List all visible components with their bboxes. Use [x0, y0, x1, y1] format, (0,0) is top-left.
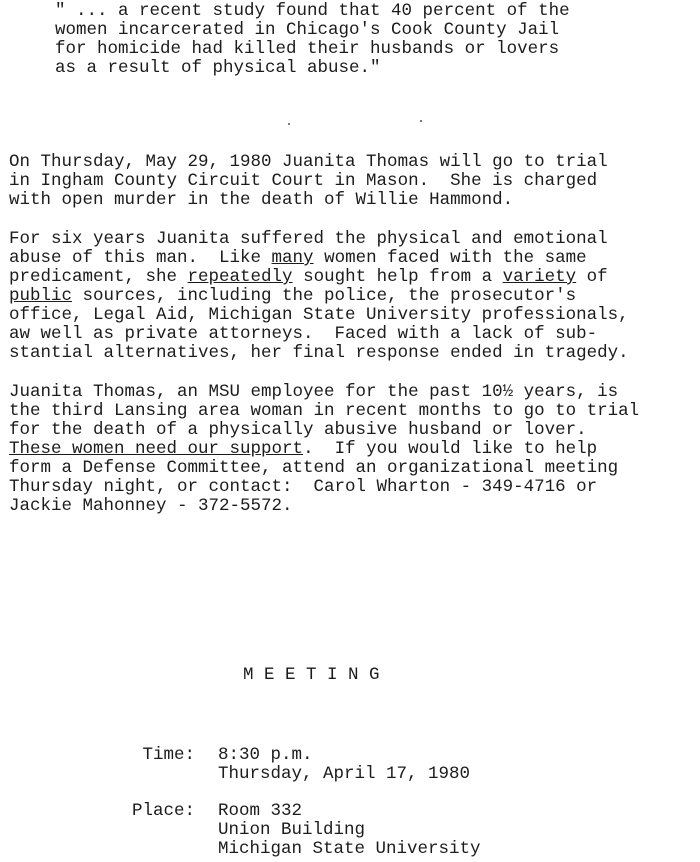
trial-announcement-paragraph [9, 153, 608, 210]
paragraph-line: On Thursday, May 29, 1980 Juanita Thomas will go to trial [9, 152, 608, 172]
paragraph-line: the third Lansing area woman in recent months to go to trial [9, 401, 640, 421]
paragraph-line: form a Defense Committee, attend an organizational meeting [9, 458, 619, 478]
paragraph-line: for the death of a physically abusive husband or lover. [9, 420, 587, 440]
time-label: Time: [142, 745, 195, 765]
time-value [218, 746, 470, 784]
underlined-text: variety [502, 267, 577, 287]
paragraph-line: aw well as private attorneys. Faced with a lack of sub- [9, 324, 598, 344]
paragraph-line: Jackie Mahonney - 372-5572. [9, 496, 293, 516]
date-line: Thursday, April 17, 1980 [218, 764, 471, 784]
underlined-text: These women need our support [9, 439, 304, 459]
place-value [218, 802, 481, 859]
paragraph-line: Juanita Thomas, an MSU employee for the past 10½ years, is [9, 382, 619, 402]
quote-line: women incarcerated in Chicago's Cook County Jail [55, 20, 560, 40]
paragraph-text: of [576, 267, 608, 287]
underlined-text: public [9, 286, 73, 306]
paragraph-text: abuse of this man. Like [9, 248, 272, 268]
underlined-text: repeatedly [187, 267, 293, 287]
paragraph-line: office, Legal Aid, Michigan State University professionals, [9, 305, 629, 325]
paragraph-text: sources, including the police, the prosecutor's [72, 286, 577, 306]
paragraph-line: For six years Juanita suffered the physical and emotional [9, 229, 608, 249]
paragraph-text: . If you would like to help [303, 439, 598, 459]
place-label: Place: [131, 801, 195, 821]
paragraph-line: stantial alternatives, her final response ended in tragedy. [9, 343, 629, 363]
opening-quote [55, 2, 570, 78]
quote-line: " ... a recent study found that 40 percent of the [55, 1, 570, 21]
paragraph-text: women faced with the same [313, 248, 587, 268]
meeting-heading: M E E T I N G [243, 665, 380, 685]
place-line: Union Building [218, 820, 366, 840]
paragraph-line: Thursday night, or contact: Carol Wharton - 349-4716 or [9, 477, 598, 497]
time-line: 8:30 p.m. [218, 745, 313, 765]
place-line: Room 332 [218, 801, 303, 821]
paragraph-line: in Ingham County Circuit Court in Mason. She is charged [9, 171, 598, 191]
background-paragraph [9, 230, 629, 363]
speck-mark [420, 120, 422, 122]
paragraph-line: with open murder in the death of Willie Hammond. [9, 190, 514, 210]
speck-mark [288, 123, 290, 125]
paragraph-text: sought help from a [292, 267, 503, 287]
underlined-text: many [271, 248, 314, 268]
place-line: Michigan State University [218, 839, 481, 859]
paragraph-text: predicament, she [9, 267, 188, 287]
call-to-action-paragraph [9, 383, 639, 516]
quote-line: as a result of physical abuse." [55, 58, 381, 78]
quote-line: for homicide had killed their husbands or lovers [55, 39, 560, 59]
